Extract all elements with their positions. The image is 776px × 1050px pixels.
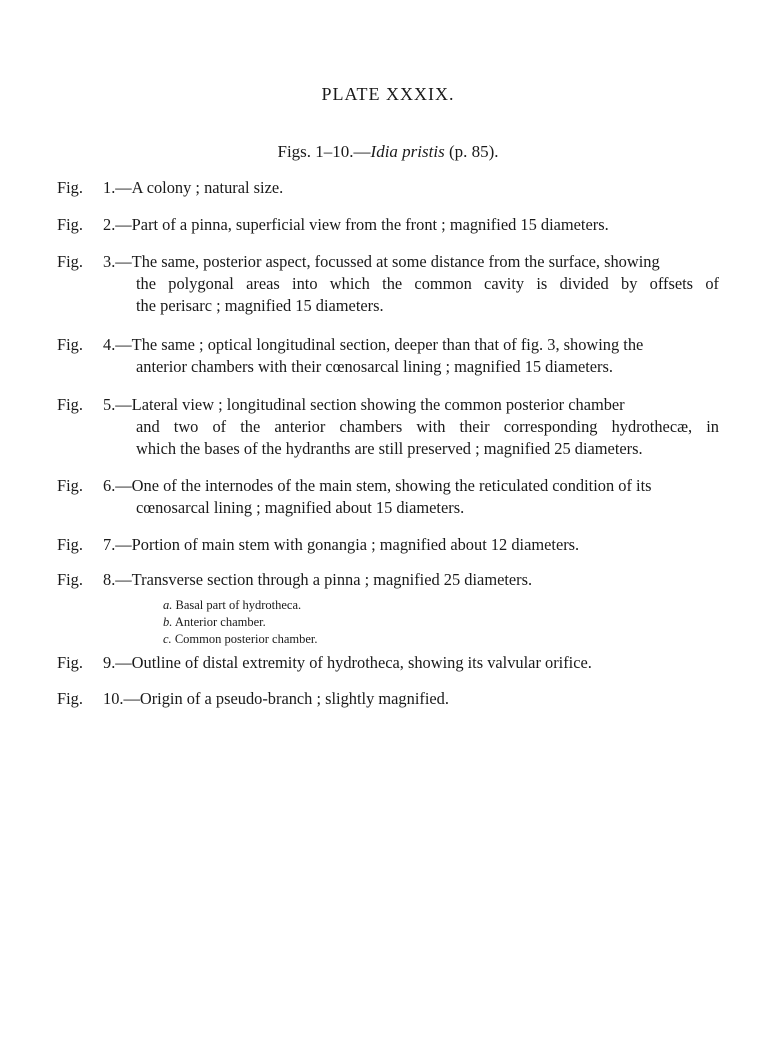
legend-item: c. Common posterior chamber.	[163, 632, 318, 646]
figure-text: 8.—Transverse section through a pinna ; magnified 25 diameters.	[103, 570, 533, 589]
figure-label: Fig.	[57, 653, 83, 672]
figure-text: 5.—Lateral view ; longitudinal section showing the common posterior chamber	[103, 395, 625, 414]
figure-entry-2	[57, 214, 719, 236]
figure-label: Fig.	[57, 252, 83, 271]
figure-label: Fig.	[57, 570, 83, 589]
figure-text: 2.—Part of a pinna, superficial view from the front ; magnified 15 diameters.	[103, 215, 609, 234]
subtitle-prefix: Figs. 1–10.—	[277, 142, 371, 161]
subtitle-species: Idia pristis	[370, 142, 445, 161]
figure-text: the polygonal areas into which the common cavity is divided by offsets of	[136, 274, 719, 293]
figure-label: Fig.	[57, 476, 83, 495]
figure-text: 6.—One of the internodes of the main stem, showing the reticulated condition of its	[103, 476, 652, 495]
subtitle-suffix: (p. 85).	[444, 142, 499, 161]
figure-text: 10.—Origin of a pseudo-branch ; slightly magnified.	[103, 689, 449, 708]
figure-text: 4.—The same ; optical longitudinal section, deeper than that of fig. 3, showing the	[103, 335, 644, 354]
figure-entry-5	[57, 394, 719, 460]
figure-text: which the bases of the hydranths are still preserved ; magnified 25 diameters.	[136, 439, 643, 458]
figure-text: 1.—A colony ; natural size.	[103, 178, 284, 197]
plate-subtitle	[0, 142, 776, 162]
figure-label: Fig.	[57, 395, 83, 414]
figure-entry-9	[57, 652, 719, 674]
figure-text: 3.—The same, posterior aspect, focussed at some distance from the surface, showing	[103, 252, 660, 271]
figure-label: Fig.	[57, 335, 83, 354]
figure-text: and two of the anterior chambers with their corresponding hydrothecæ, in	[136, 417, 719, 436]
figure-label: Fig.	[57, 215, 83, 234]
figure-text: 9.—Outline of distal extremity of hydrotheca, showing its valvular orifice.	[103, 653, 592, 672]
figure-text: the perisarc ; magnified 15 diameters.	[136, 296, 384, 315]
plate-title: PLATE XXXIX.	[321, 84, 455, 104]
figure-label: Fig.	[57, 535, 83, 554]
figure-entry-3	[57, 251, 719, 317]
legend-item: a. Basal part of hydrotheca.	[163, 598, 302, 612]
figure-text: 7.—Portion of main stem with gonangia ; magnified about 12 diameters.	[103, 535, 580, 554]
figure-entry-1	[57, 177, 719, 199]
figure-entry-8	[57, 569, 719, 591]
figure-text: cœnosarcal lining ; magnified about 15 diameters.	[136, 498, 465, 517]
figure-8-legend	[163, 597, 318, 648]
legend-item: b. Anterior chamber.	[163, 615, 266, 629]
figure-label: Fig.	[57, 178, 83, 197]
figure-text: anterior chambers with their cœnosarcal lining ; magnified 15 diameters.	[136, 357, 613, 376]
figure-entry-4	[57, 334, 719, 378]
figure-entry-7	[57, 534, 719, 556]
figure-label: Fig.	[57, 689, 83, 708]
figure-entry-6	[57, 475, 719, 519]
figure-entry-10	[57, 688, 719, 710]
